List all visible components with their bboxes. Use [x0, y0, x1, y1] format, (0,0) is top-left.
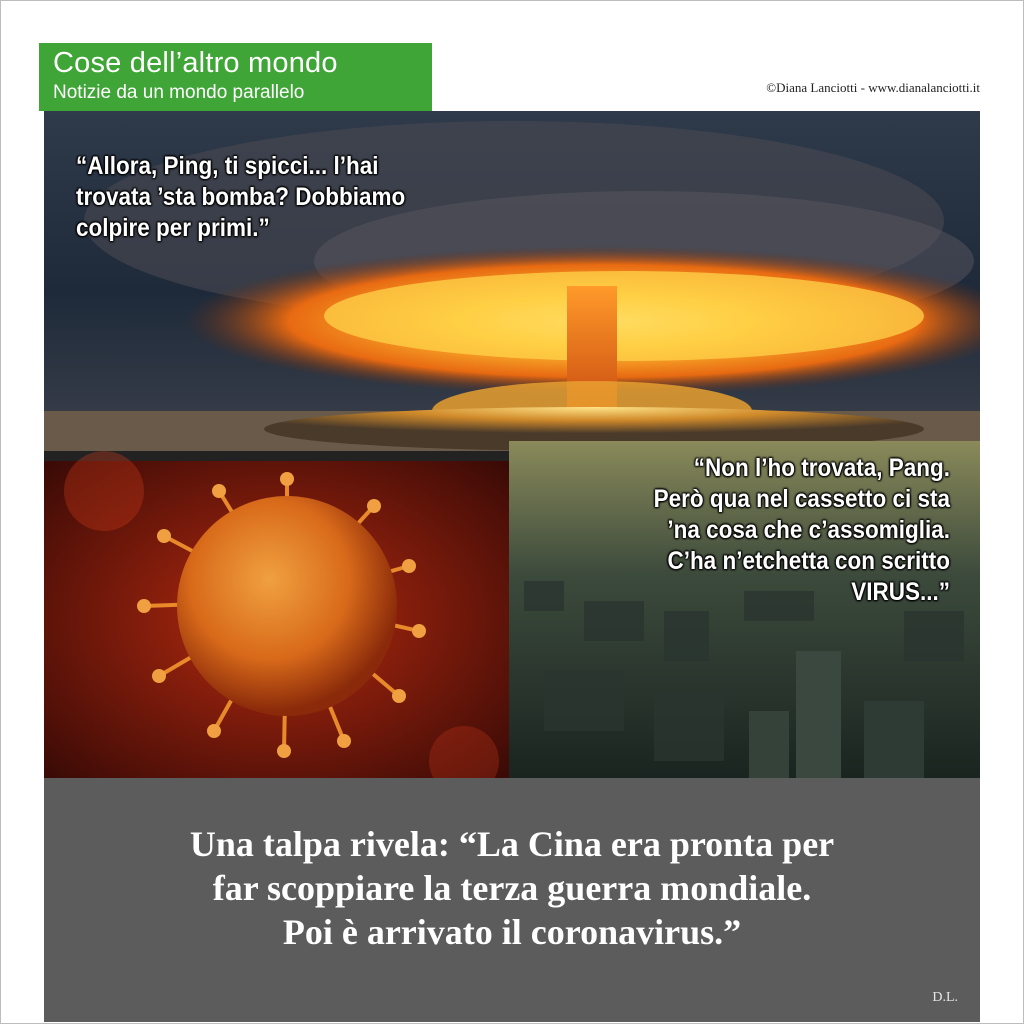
speech-quote-top: “Allora, Ping, ti spicci... l’hai trovata ’sta bomba? Dobbiamo colpire per primi.” — [76, 152, 406, 242]
author-signature: D.L. — [932, 990, 958, 1005]
copyright-credit: ©Diana Lanciotti - www.dianalanciotti.it — [766, 80, 980, 95]
column-title: Cose dell’altro mondo — [53, 47, 338, 79]
column-subtitle: Notizie da un mondo parallelo — [53, 82, 305, 103]
image-panel — [44, 111, 980, 778]
column-header — [39, 43, 432, 111]
speech-quote-bottom: “Non l’ho trovata, Pang. Però qua nel cassetto ci sta ’na cosa che c’assomiglia. C’ha n’etchetta con scritto VIRUS...” — [653, 454, 950, 606]
headline-caption: Una talpa rivela: “La Cina era pronta per far scoppiare la terza guerra mondiale. Poi è arrivato il coronavirus.” — [189, 824, 835, 952]
caption-box — [44, 778, 980, 1022]
